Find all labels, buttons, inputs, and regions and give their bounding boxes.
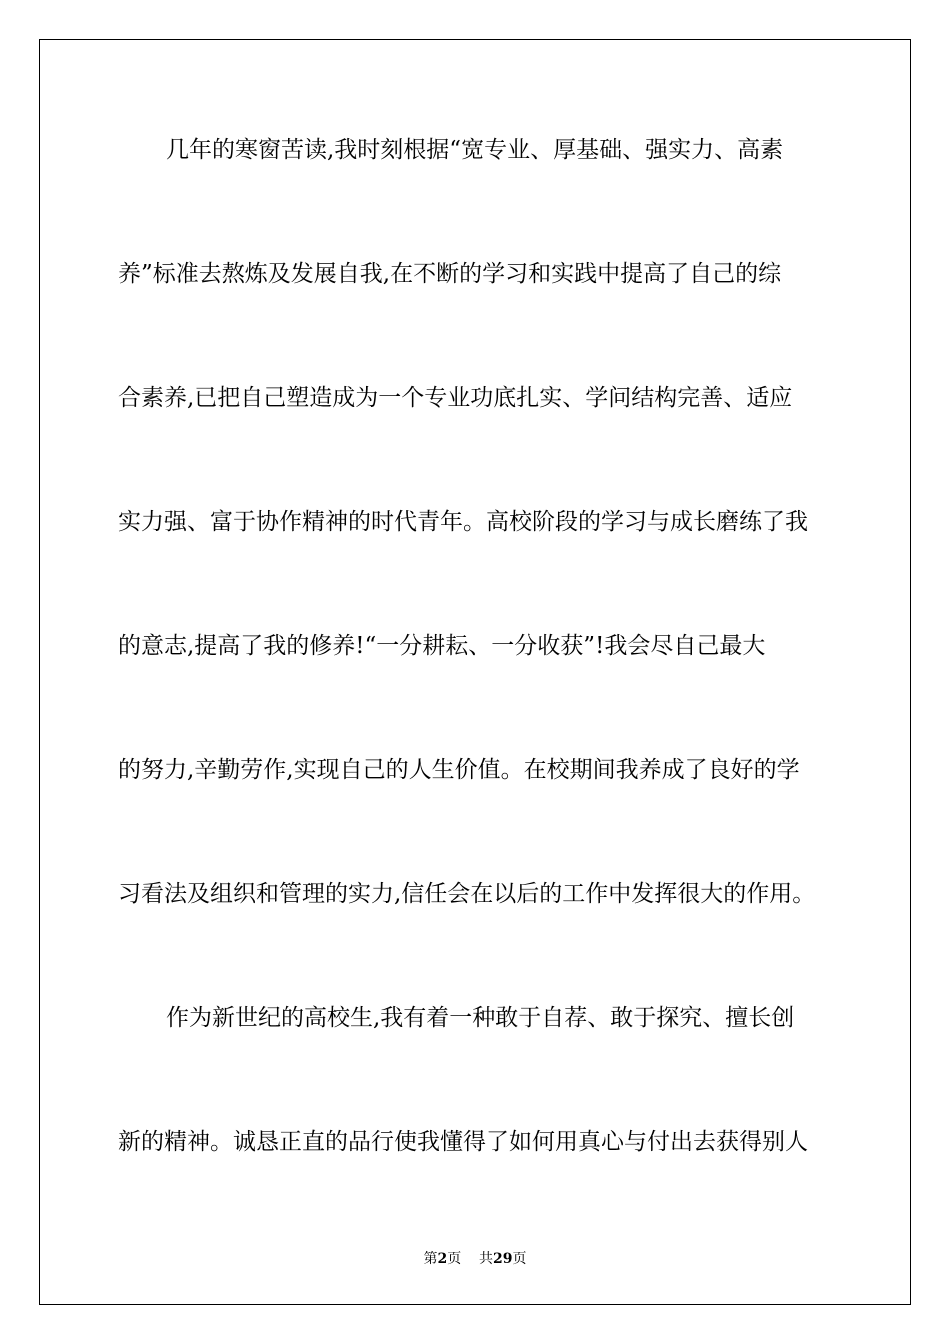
paragraph-line: 的意志,提高了我的修养!“一分耕耘、一分收获”!我会尽自己最大 <box>118 633 766 659</box>
paragraph-line: 新的精神。诚恳正直的品行使我懂得了如何用真心与付出去获得别人 <box>118 1129 808 1155</box>
paragraph-line: 几年的寒窗苦读,我时刻根据“宽专业、厚基础、强实力、高素 <box>166 137 784 163</box>
current-page-number: 2 <box>437 1251 448 1267</box>
paragraph-line: 习看法及组织和管理的实力,信任会在以后的工作中发挥很大的作用。 <box>118 881 816 907</box>
total-page-count: 29 <box>493 1251 513 1267</box>
paragraph-line: 的努力,辛勤劳作,实现自己的人生价值。在校期间我养成了良好的学 <box>118 757 800 783</box>
paragraph-line: 合素养,已把自己塑造成为一个专业功底扎实、学问结构完善、适应 <box>118 385 793 411</box>
document-body <box>118 0 834 1200</box>
paragraph-line: 养”标准去熬炼及发展自我,在不断的学习和实践中提高了自己的综 <box>118 261 782 287</box>
footer-total-unit: 页 <box>512 1251 527 1267</box>
footer-prefix: 第 <box>423 1251 438 1267</box>
paragraph-line: 作为新世纪的高校生,我有着一种敢于自荐、敢于探究、擅长创 <box>166 1005 795 1031</box>
page-footer <box>0 1248 950 1268</box>
footer-page-unit: 页 <box>447 1251 462 1267</box>
paragraph-line: 实力强、富于协作精神的时代青年。高校阶段的学习与成长磨练了我 <box>118 509 808 535</box>
footer-total-prefix: 共 <box>479 1251 494 1267</box>
